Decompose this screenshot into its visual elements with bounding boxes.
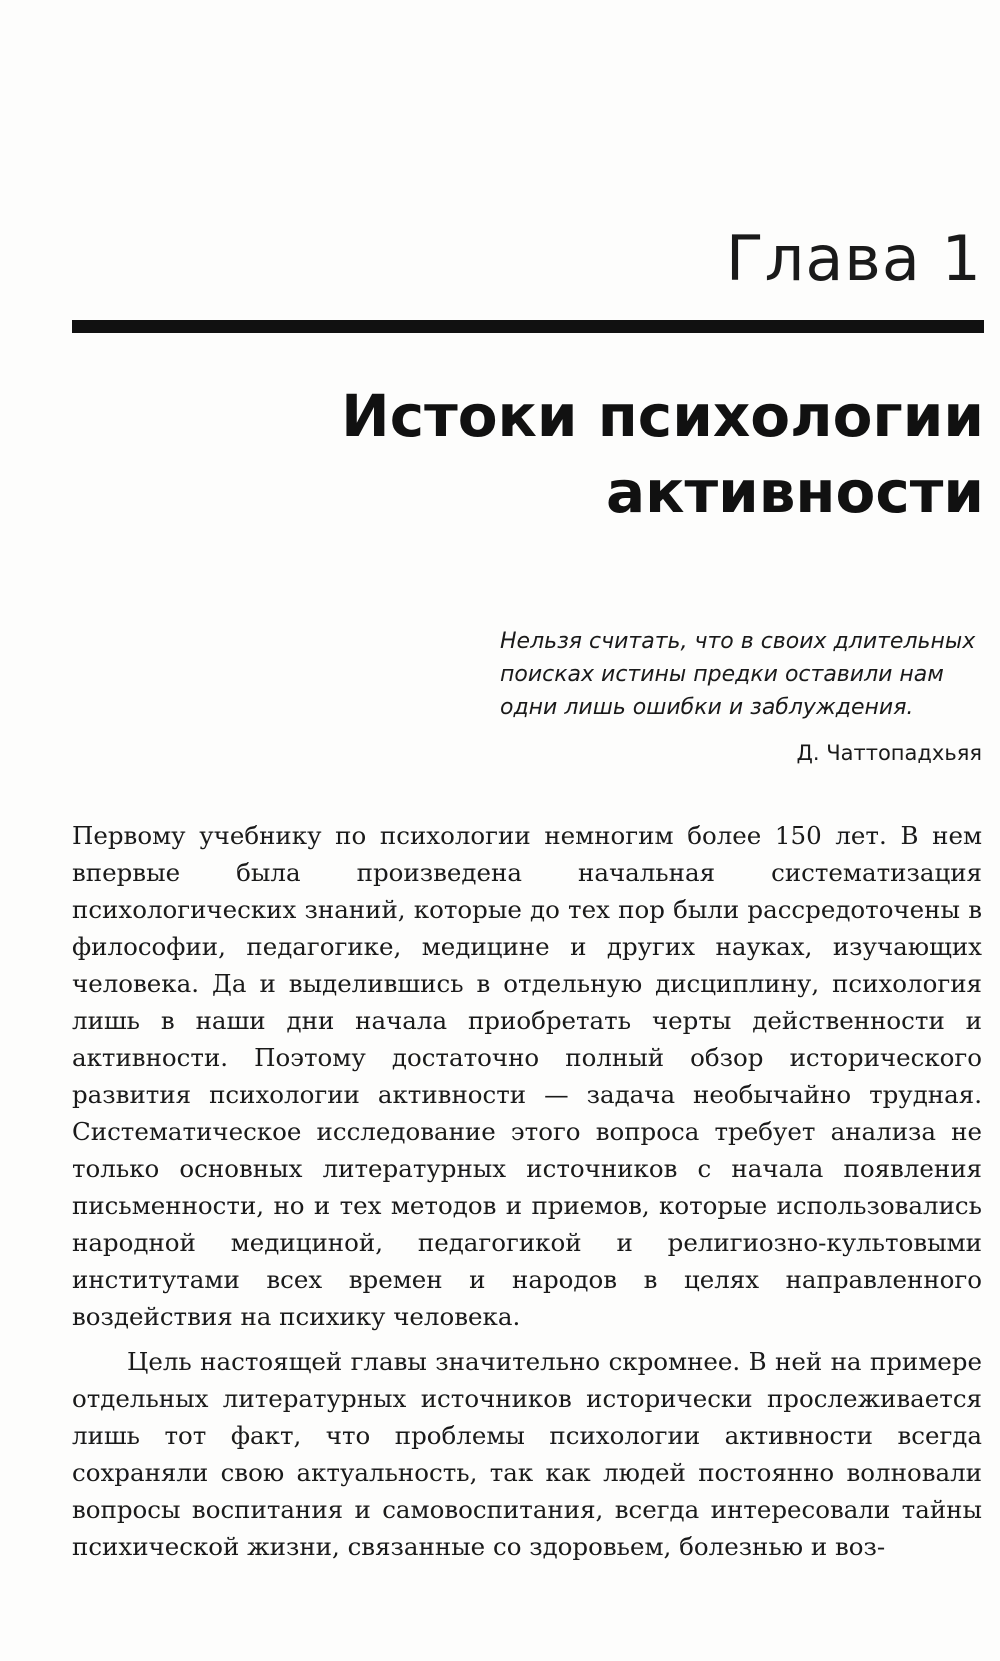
chapter-label: Глава 1 [725, 222, 982, 295]
epigraph-author: Д. Чаттопадхьяя [796, 741, 982, 765]
paragraph: Первому учебнику по психологии немногим более 150 лет. В нем впервые была произведена начальная систематизация психологических знаний, которые до тех пор были рассредоточены в философии, педагогике, медицине и других науках, изучающих человека. Да и выделившись в отдельную дисциплину, психология лишь в наши дни начала приобретать черты действенности и активности. Поэтому достаточно полный обзор исторического развития психологии активности — задача необычайно трудная. Систематическое исследование этого вопроса требует анализа не только основных литературных источников с начала появления письменности, но и тех методов и приемов, которые использовались народной медициной, педагогикой и религиозно-культовыми институтами всех времен и народов в целях направленного воздействия на психику человека. [72, 821, 982, 1331]
chapter-rule [72, 320, 984, 333]
chapter-title: Истоки психологии активности [341, 382, 984, 526]
body-text [72, 817, 982, 1565]
epigraph [500, 625, 982, 768]
epigraph-text: Нельзя считать, что в своих длительных поисках истины предки оставили нам одни лишь ошибки и заблуждения. [500, 629, 976, 720]
paragraph: Цель настоящей главы значительно скромнее. В ней на примере отдельных литературных источников исторически прослеживается лишь тот факт, что проблемы психологии активности всегда сохраняли свою актуальность, так как людей постоянно волновали вопросы воспитания и самовоспитания, всегда интересовали тайны психической жизни, связанные со здоровьем, болезнью и воз- [72, 1347, 982, 1561]
